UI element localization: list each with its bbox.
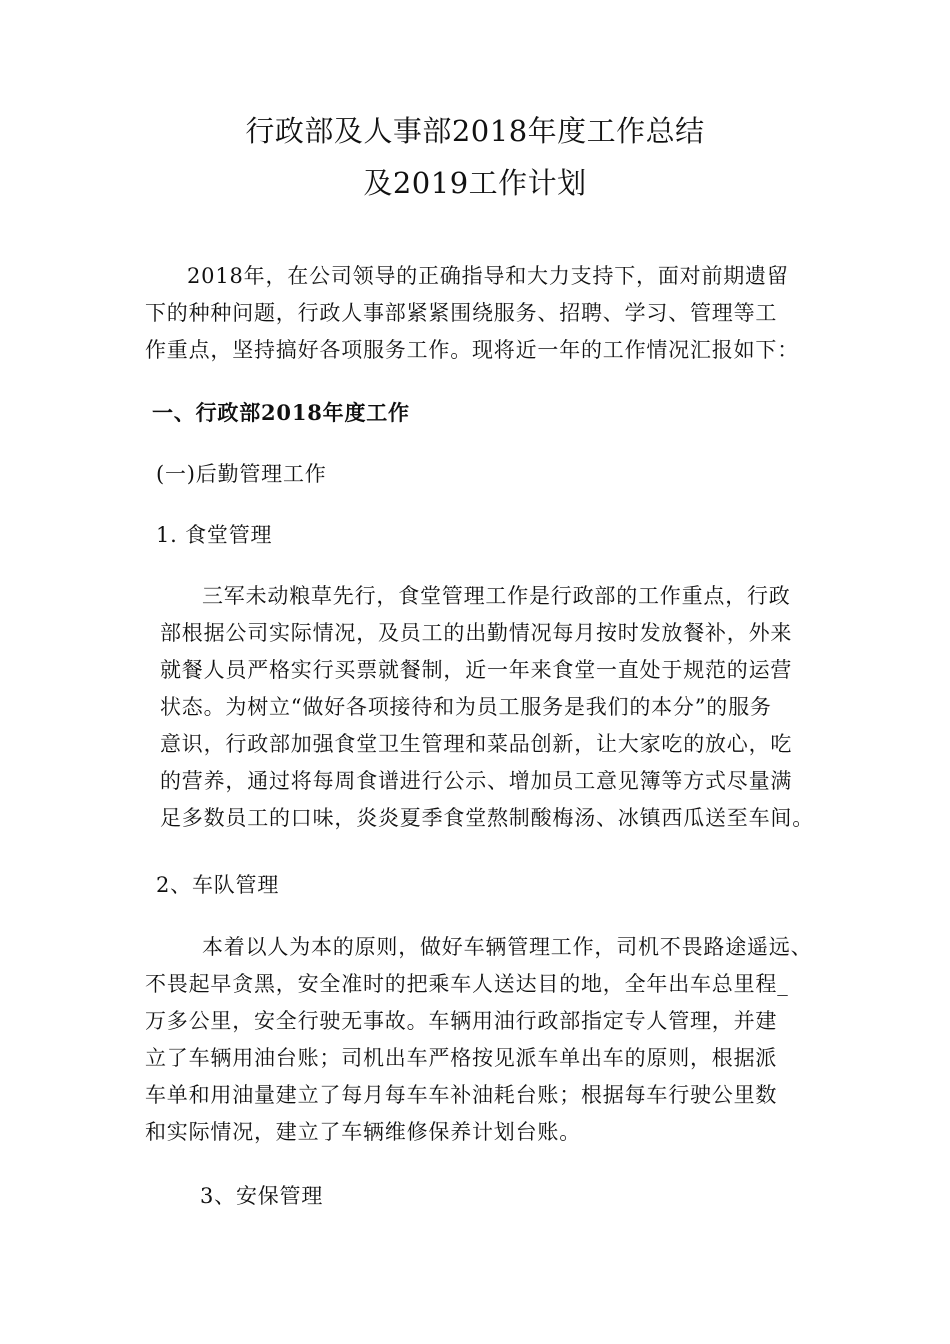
fleet-line: 立了车辆用油台账；司机出车严格按见派车单出车的原则，根据派 — [145, 1046, 778, 1070]
intro-line: 2018年，在公司领导的正确指导和大力支持下，面对前期遗留 — [187, 264, 789, 288]
item-heading: 1. 食堂管理 — [156, 523, 273, 547]
intro-paragraph — [145, 258, 825, 369]
canteen-line: 部根据公司实际情况，及员工的出勤情况每月按时发放餐补，外来 — [160, 621, 793, 645]
canteen-line: 足多数员工的口味，炎炎夏季食堂熬制酸梅汤、冰镇西瓜送至车间。 — [160, 806, 814, 830]
canteen-line: 就餐人员严格实行买票就餐制，近一年来食堂一直处于规范的运营 — [160, 658, 793, 682]
canteen-paragraph — [160, 578, 830, 837]
canteen-line: 三军未动粮草先行，食堂管理工作是行政部的工作重点，行政 — [202, 584, 791, 608]
item-heading: 3、安保管理 — [200, 1184, 324, 1208]
item-heading: 2、车队管理 — [156, 873, 280, 897]
canteen-line: 的营养，通过将每周食谱进行公示、增加员工意见簿等方式尽量满 — [160, 769, 793, 793]
intro-line: 作重点，坚持搞好各项服务工作。现将近一年的工作情况汇报如下： — [145, 338, 799, 362]
subsection-heading: (一)后勤管理工作 — [156, 462, 327, 486]
fleet-paragraph — [145, 929, 825, 1151]
fleet-line: 和实际情况，建立了车辆维修保养计划台账。 — [145, 1120, 581, 1144]
canteen-line: 意识，行政部加强食堂卫生管理和菜品创新，让大家吃的放心，吃 — [160, 732, 793, 756]
fleet-line: 本着以人为本的原则，做好车辆管理工作，司机不畏路途遥远、 — [202, 935, 813, 959]
fleet-line: 车单和用油量建立了每月每车车补油耗台账；根据每车行驶公里数 — [145, 1083, 778, 1107]
intro-line: 下的种种问题，行政人事部紧紧围绕服务、招聘、学习、管理等工 — [145, 301, 778, 325]
document-title-line2: 及2019工作计划 — [363, 166, 587, 200]
fleet-line: 万多公里，安全行驶无事故。车辆用油行政部指定专人管理，并建 — [145, 1009, 778, 1033]
section-heading: 一、行政部2018年度工作 — [152, 400, 410, 425]
document-title-line1: 行政部及人事部2018年度工作总结 — [245, 114, 705, 148]
fleet-line: 不畏起早贪黑，安全准时的把乘车人送达目的地，全年出车总里程_ — [145, 972, 789, 996]
canteen-line: 状态。为树立“做好各项接待和为员工服务是我们的本分”的服务 — [160, 695, 772, 719]
